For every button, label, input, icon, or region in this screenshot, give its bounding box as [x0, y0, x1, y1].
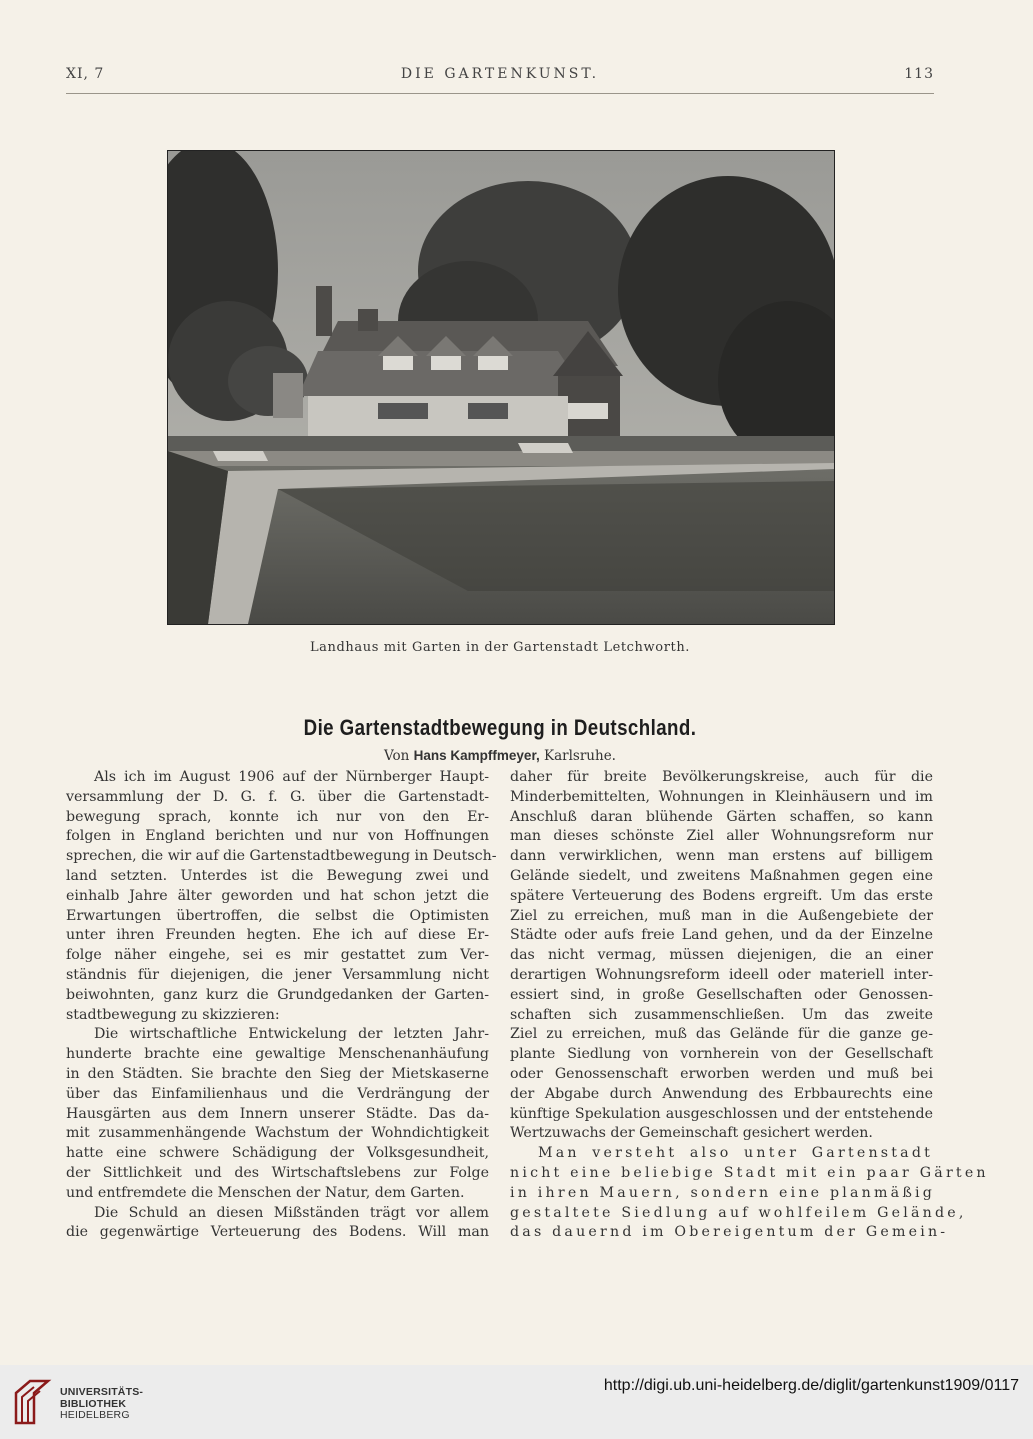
text-line: man dieses schönste Ziel aller Wohnungsreform nur	[510, 828, 933, 845]
text-line: folgen in England berichten und nur von Hoffnungen	[66, 828, 489, 845]
text-line: beiwohnten, ganz kurz die Grundgedanken der Garten-	[66, 986, 489, 1003]
text-line: hatte eine schwere Schädigung der Volksgesundheit,	[66, 1145, 489, 1162]
text-line: über das Einfamilienhaus und die Verdrängung der	[66, 1085, 489, 1102]
text-line: Anschluß daran blühende Gärten schaffen, so kann	[510, 808, 933, 825]
text-line: folge näher eingehe, sei es mir gestattet zum Ver-	[66, 947, 489, 964]
library-name-line: HEIDELBERG	[60, 1409, 130, 1421]
text-line: oder Genossenschaft erworben werden und muß bei	[510, 1065, 933, 1082]
text-line: sprechen, die wir auf die Gartenstadtbewegung in Deutsch-	[66, 848, 497, 865]
text-line: bewegung sprach, konnte ich nur von den Er-	[66, 808, 489, 825]
text-line: versammlung der D. G. f. G. über die Gartenstadt-	[66, 788, 489, 805]
text-line: künftige Spekulation ausgeschlossen und der entstehende	[510, 1105, 933, 1122]
text-line: in den Städten. Sie brachte den Sieg der Mietskaserne	[66, 1065, 489, 1082]
text-column-left	[66, 768, 497, 1243]
text-line: spätere Verteuerung des Bodens ergreift. Um das erste	[510, 887, 933, 904]
text-line: dann verwirklichen, wenn man erstens auf billigem	[510, 848, 933, 865]
text-line: Die wirtschaftliche Entwickelung der letzten Jahr-	[94, 1026, 489, 1043]
text-line: das dauernd im Obereigentum der Gemein-	[510, 1224, 949, 1241]
author-place: Karlsruhe.	[544, 748, 616, 764]
text-line: hunderte brachte eine gewaltige Menschenanhäufung	[66, 1046, 489, 1063]
library-name	[60, 1387, 143, 1422]
text-line: Erwartungen übertroffen, die selbst die Optimisten	[66, 907, 489, 924]
author-name: Hans Kampffmeyer,	[413, 748, 540, 763]
text-line: Städte oder aufs freie Land gehen, und da der Einzelne	[510, 927, 933, 944]
byline	[0, 748, 1000, 764]
text-line: Ziel zu erreichen, muß das Gelände für die ganze ge-	[510, 1026, 933, 1043]
text-line: derartigen Wohnungsreform ideell oder materiell inter-	[510, 966, 933, 983]
library-logo-icon	[12, 1377, 52, 1427]
article-title: Die Gartenstadtbewegung in Deutschland.	[303, 715, 697, 740]
country-house-photo	[167, 150, 835, 625]
running-head	[66, 66, 934, 88]
volume-issue: XI, 7	[66, 66, 105, 82]
text-line: Minderbemittelten, Wohnungen in Kleinhäusern und im	[510, 788, 933, 805]
text-line: und entfremdete die Menschen der Natur, dem Garten.	[66, 1184, 465, 1201]
text-line: unter ihren Freunden hegten. Ehe ich auf diese Er-	[66, 927, 489, 944]
text-line: Gelände siedelt, und zweitens Maßnahmen gegen eine	[510, 867, 933, 884]
library-name-line: BIBLIOTHEK	[60, 1397, 127, 1410]
digitization-footer	[0, 1365, 1033, 1439]
text-line: der Sittlichkeit und des Wirtschaftslebens zur Folge	[66, 1164, 489, 1181]
header-rule	[66, 93, 934, 94]
text-line: das nicht vermag, müssen diejenigen, die an einer	[510, 947, 933, 964]
text-line: Wertzuwachs der Gemeinschaft gesichert werden.	[510, 1125, 873, 1142]
text-line: plante Siedlung von vornherein von der Gesellschaft	[510, 1046, 933, 1063]
text-line: Ziel zu erreichen, muß man in die Außengebiete der	[510, 907, 933, 924]
page-number: 113	[904, 66, 934, 82]
text-line: gestaltete Siedlung auf wohlfeilem Gelände,	[510, 1204, 967, 1221]
text-line: die gegenwärtige Verteuerung des Bodens. Will man	[66, 1224, 489, 1241]
figure-caption: Landhaus mit Garten in der Gartenstadt Letchworth.	[309, 640, 691, 655]
text-line: Die Schuld an diesen Mißständen trägt vor allem	[94, 1204, 489, 1221]
text-line: ständnis für diejenigen, die jener Versammlung nicht	[66, 966, 489, 983]
text-line: einhalb Jahre älter geworden und hat schon jetzt die	[66, 887, 489, 904]
byline-prefix: Von	[384, 748, 410, 764]
text-line: in ihren Mauern, sondern eine planmäßig	[510, 1184, 936, 1201]
text-line: essiert sind, in große Gesellschaften oder Genossen-	[510, 986, 933, 1003]
text-line: stadtbewegung zu skizzieren:	[66, 1006, 280, 1023]
text-column-right	[510, 768, 989, 1243]
library-name-line: UNIVERSITÄTS-	[60, 1386, 144, 1398]
text-line: mit zusammenhängende Wachstum der Wohndichtigkeit	[66, 1125, 489, 1142]
text-line: nicht eine beliebige Stadt mit ein paar Gärten	[510, 1164, 989, 1181]
text-line: land setzten. Unterdes ist die Bewegung zwei und	[66, 867, 489, 884]
text-line: Als ich im August 1906 auf der Nürnberger Haupt-	[94, 769, 489, 785]
text-line: daher für breite Bevölkerungskreise, auch für die	[510, 769, 933, 785]
text-line: Hausgärten aus dem Innern unserer Städte. Das da-	[66, 1105, 489, 1122]
text-line: der Abgabe durch Anwendung des Erbbaurechts eine	[510, 1085, 933, 1102]
text-line: schaften sich zusammenschließen. Um das zweite	[510, 1006, 933, 1023]
text-line: Man versteht also unter Gartenstadt	[538, 1145, 933, 1162]
journal-title: DIE GARTENKUNST.	[400, 66, 600, 82]
source-url-link[interactable]: http://digi.ub.uni-heidelberg.de/diglit/gartenkunst1909/0117	[603, 1377, 1019, 1394]
